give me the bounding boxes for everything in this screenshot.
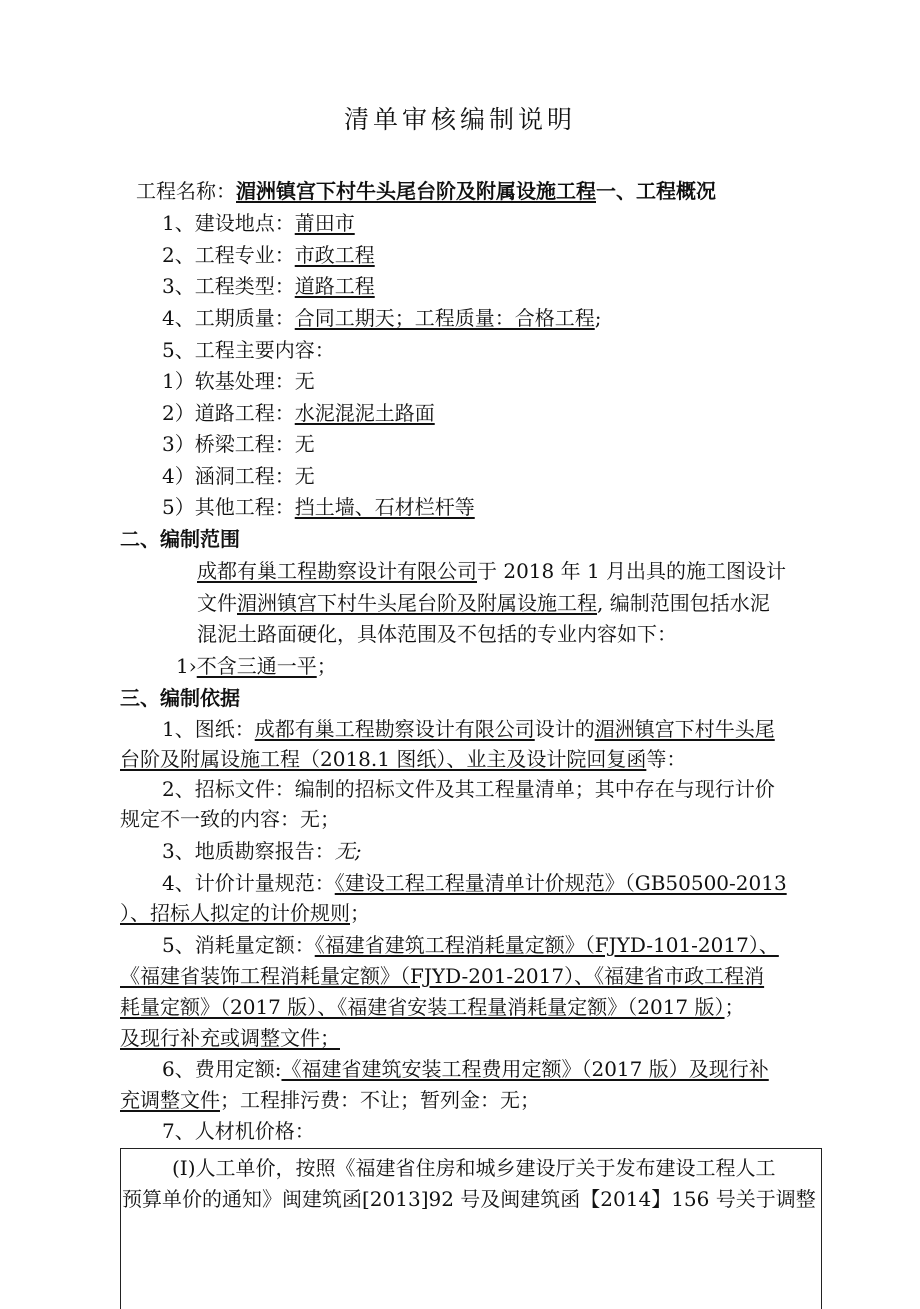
basis-p1-end: 等：: [646, 747, 687, 771]
content-item-label: 1）软基处理：: [162, 369, 295, 393]
basis-p1-mid: 设计的: [534, 717, 595, 741]
content-item-value: 无: [294, 432, 315, 456]
basis-p6-rest: ；工程排污费：不让；暂列金：无；: [220, 1088, 540, 1112]
project-name-line: [136, 178, 716, 204]
basis-p3: [162, 838, 361, 864]
project-name-label: 工程名称：: [136, 179, 236, 203]
basis-p1-project: 湄洲镇宫下村牛头尾: [594, 717, 775, 741]
content-item: [162, 494, 475, 520]
content-item-label: 4）涵洞工程：: [162, 464, 295, 488]
basis-p6-line1: [162, 1056, 769, 1082]
basis-p3-label: 3、地质勘察报告：: [162, 839, 335, 863]
basis-p5-line1-text: 《福建省建筑工程消耗量定额》（FJYD-101-2017）、: [314, 933, 779, 957]
specialty-line: [162, 242, 375, 268]
period-label: 4、工期质量：: [162, 306, 295, 330]
specialty-label: 2、工程专业：: [162, 243, 295, 267]
site-label: 1、建设地点：: [162, 211, 295, 235]
basis-p4-line2: [120, 900, 370, 926]
basis-p3-value: 无;: [334, 839, 362, 863]
basis-p6-line2-text: 充调整文件: [120, 1088, 220, 1112]
content-item: [162, 368, 315, 394]
content-item: [162, 431, 315, 457]
scope-text-2a: 文件: [197, 591, 237, 615]
content-item-label: 3）桥梁工程：: [162, 432, 295, 456]
type-label: 3、工程类型：: [162, 274, 295, 298]
scope-text-2b: , 编制范围包括水泥: [597, 591, 770, 615]
scope-exclusion: [176, 653, 337, 679]
basis-p4-end: ；: [350, 901, 370, 925]
basis-p7: 7、人材机价格：: [162, 1119, 315, 1143]
scope-company: 成都有巢工程勘察设计有限公司: [197, 559, 477, 583]
scope-text-1: 于 2018 年 1 月出具的施工图设计: [477, 559, 787, 583]
basis-p5-line1: [162, 932, 779, 958]
content-item-value: 挡土墙、石材栏杆等: [294, 495, 475, 519]
scope-line-3: 混泥土路面硬化，具体范围及不包括的专业内容如下：: [197, 622, 677, 646]
basis-p6-value: 《福建省建筑安装工程费用定额》（2017 版）及现行补: [281, 1057, 769, 1081]
basis-p6-label: 6、费用定额: [162, 1057, 275, 1081]
basis-p4-line2-text: ）、招标人拟定的计价规则: [120, 901, 350, 925]
basis-p4-value: 《建设工程工程量清单计价规范》（GB50500-2013: [334, 871, 787, 895]
scope-line-2: [197, 590, 770, 616]
period-value: 合同工期天；工程质量：合格工程: [294, 306, 595, 330]
content-item-value: 无: [294, 464, 315, 488]
basis-p5-label: 5、消耗量定额：: [162, 933, 315, 957]
basis-p5-line3-text: 耗量定额》（2017 版）、《福建省安装工程量消耗量定额》（2017 版）: [120, 995, 725, 1019]
basis-p1-label: 1、图纸：: [162, 717, 255, 741]
basis-p5-line2: 《福建省装饰工程消耗量定额》（FJYD-201-2017）、《福建省市政工程消: [120, 964, 765, 988]
content-item: [162, 463, 315, 489]
basis-p1-line2: [120, 746, 686, 772]
basis-p5-line3: [120, 994, 745, 1020]
content-item-label: 5）其他工程：: [162, 495, 295, 519]
type-line: [162, 273, 375, 299]
content-item-value: 无: [294, 369, 315, 393]
site-value: 莆田市: [294, 211, 355, 235]
page-title: 清单审核编制说明: [343, 105, 576, 134]
content-line: [162, 337, 335, 363]
content-item-label: 2）道路工程：: [162, 401, 295, 425]
basis-p1-line2-text: 台阶及附属设施工程（2018.1 图纸）、业主及设计院回复函: [120, 747, 647, 771]
basis-p2-line1: 2、招标文件：编制的招标文件及其工程量清单；其中存在与现行计价: [162, 777, 775, 801]
content-item-value: 水泥混泥土路面: [294, 401, 435, 425]
content-item: [162, 400, 435, 426]
basis-p2-line2: 规定不一致的内容：无；: [120, 807, 340, 831]
basis-p1-line1: [162, 716, 775, 742]
basis-p4-line1: [162, 870, 787, 896]
section-heading-overview: 一、工程概况: [596, 179, 716, 203]
period-line: 4、工期质量：合同工期天；工程质量：合格工程;: [162, 306, 602, 330]
section-heading-scope: 二、编制范围: [120, 527, 240, 551]
basis-p5-line4: 及现行补充或调整文件；: [120, 1026, 340, 1050]
basis-p5-end: ；: [724, 995, 745, 1019]
scope-line-1: [197, 558, 786, 584]
specialty-value: 市政工程: [294, 243, 375, 267]
section-heading-basis: 三、编制依据: [120, 686, 240, 710]
project-name-value: 湄洲镇宫下村牛头尾台阶及附属设施工程: [236, 179, 596, 203]
basis-p4-label: 4、计价计量规范：: [162, 871, 335, 895]
basis-p6-line2: [120, 1087, 540, 1113]
box-line-2: 预算单价的通知》闽建筑函[2013]92 号及闽建筑函【2014】156 号关于调整: [122, 1187, 816, 1211]
exclusion-value: 不含三通一平: [196, 654, 317, 678]
site-line: [162, 210, 355, 236]
type-value: 道路工程: [294, 274, 375, 298]
basis-p6-colon: :: [274, 1057, 282, 1081]
exclusion-end: ；: [316, 654, 337, 678]
content-label: 5、工程主要内容：: [162, 338, 335, 362]
scope-project: 湄洲镇宫下村牛头尾台阶及附属设施工程: [237, 591, 597, 615]
exclusion-number: 1›: [176, 654, 197, 678]
basis-p1-company: 成都有巢工程勘察设计有限公司: [254, 717, 535, 741]
box-line-1: (I)人工单价，按照《福建省住房和城乡建设厅关于发布建设工程人工: [172, 1156, 776, 1180]
